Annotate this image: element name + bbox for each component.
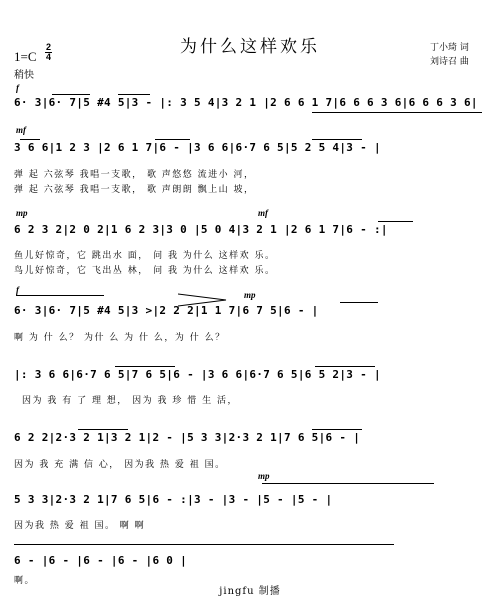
lyrics-row-4: 啊 为 什 么？ 为什 么 为 什 么，为 什 么？ (14, 333, 226, 343)
score-row-4: 6· 3|6· 7|5 #4 5|3 >|2 2 2|1 1 7|6 7 5|6 - | (14, 304, 319, 317)
lyrics-row-5: 因为 我 有 了 理 想， 因为 我 珍 惜 生 活， (22, 396, 238, 406)
slur (78, 429, 128, 430)
lyricist-credit: 丁小琦 词 (430, 43, 469, 53)
lyrics-row-3a: 鱼儿好惊奇，它 跳出水 面， 问 我 为什么 这样欢 乐。 (14, 251, 276, 261)
time-signature-top: 2 (45, 42, 51, 52)
beam (312, 112, 482, 113)
dynamic-mark: f (16, 285, 19, 295)
score-row-6: 6 2 2|2·3 2 1|3 2 1|2 - |5 3 3|2·3 2 1|7 6 5|6 - | (14, 431, 361, 444)
page-title: 为什么这样欢乐 (180, 37, 320, 57)
slur (378, 221, 413, 222)
slur (115, 366, 175, 367)
score-row-7: 5 3 3|2·3 2 1|7 6 5|6 - :|3 - |3 - |5 - |5 - | (14, 493, 333, 506)
slur (340, 302, 378, 303)
tempo-marking: 稍快 (14, 70, 34, 81)
score-row-1: 6· 3|6· 7|5 #4 5|3 - |: 3 5 4|3 2 1 |2 6 6 1 7|6 6 6 3 6|6 6 6 3 6| (14, 96, 478, 109)
lyrics-row-7: 因为我 热 爱 祖 国。 啊 啊 (14, 521, 146, 531)
lyrics-row-3b: 鸟儿好惊奇，它 飞出丛 林， 问 我 为什么 这样欢 乐。 (14, 266, 276, 276)
dynamic-mark: mp (258, 471, 270, 481)
dynamic-mark: mf (16, 125, 26, 135)
tie (262, 483, 434, 484)
slur (20, 139, 40, 140)
slur (52, 94, 90, 95)
dynamic-mark: mp (244, 290, 256, 300)
lyrics-row-2b: 弹 起 六弦琴 我唱一支歌， 歌 声朗朗 飘上山 坡， (14, 185, 255, 195)
score-row-2: 3 6 6|1 2 3 |2 6 1 7|6 - |3 6 6|6·7 6 5|5 2 5 4|3 - | (14, 141, 381, 154)
slur (315, 366, 375, 367)
composer-credit: 刘诗召 曲 (430, 57, 469, 67)
slur (118, 94, 150, 95)
key-signature: 1=C (14, 49, 37, 64)
lyrics-row-6: 因为 我 充 满 信 心， 因为我 热 爱 祖 国。 (14, 460, 226, 470)
dynamic-mark: mp (16, 208, 28, 218)
tie (14, 544, 394, 545)
dynamic-mark: f (16, 83, 19, 93)
time-signature-bottom: 4 (45, 52, 51, 62)
score-row-8: 6 - |6 - |6 - |6 - |6 0 | (14, 554, 188, 567)
slur (155, 139, 190, 140)
time-signature (45, 43, 52, 62)
slur (312, 429, 362, 430)
score-row-5: |: 3 6 6|6·7 6 5|7 6 5|6 - |3 6 6|6·7 6 5|6 5 2|3 - | (14, 368, 381, 381)
lyrics-row-8: 啊。 (14, 576, 36, 586)
dynamic-mark: mf (258, 208, 268, 218)
slur (312, 139, 362, 140)
score-row-3: 6 2 3 2|2 0 2|1 6 2 3|3 0 |5 0 4|3 2 1 |2 6 1 7|6 - :| (14, 223, 388, 236)
lyrics-row-2a: 弹 起 六弦琴 我唱一支歌， 歌 声悠悠 流进小 河， (14, 170, 255, 180)
slur (16, 295, 104, 296)
footer-credit: jingfu 制播 (219, 586, 281, 597)
